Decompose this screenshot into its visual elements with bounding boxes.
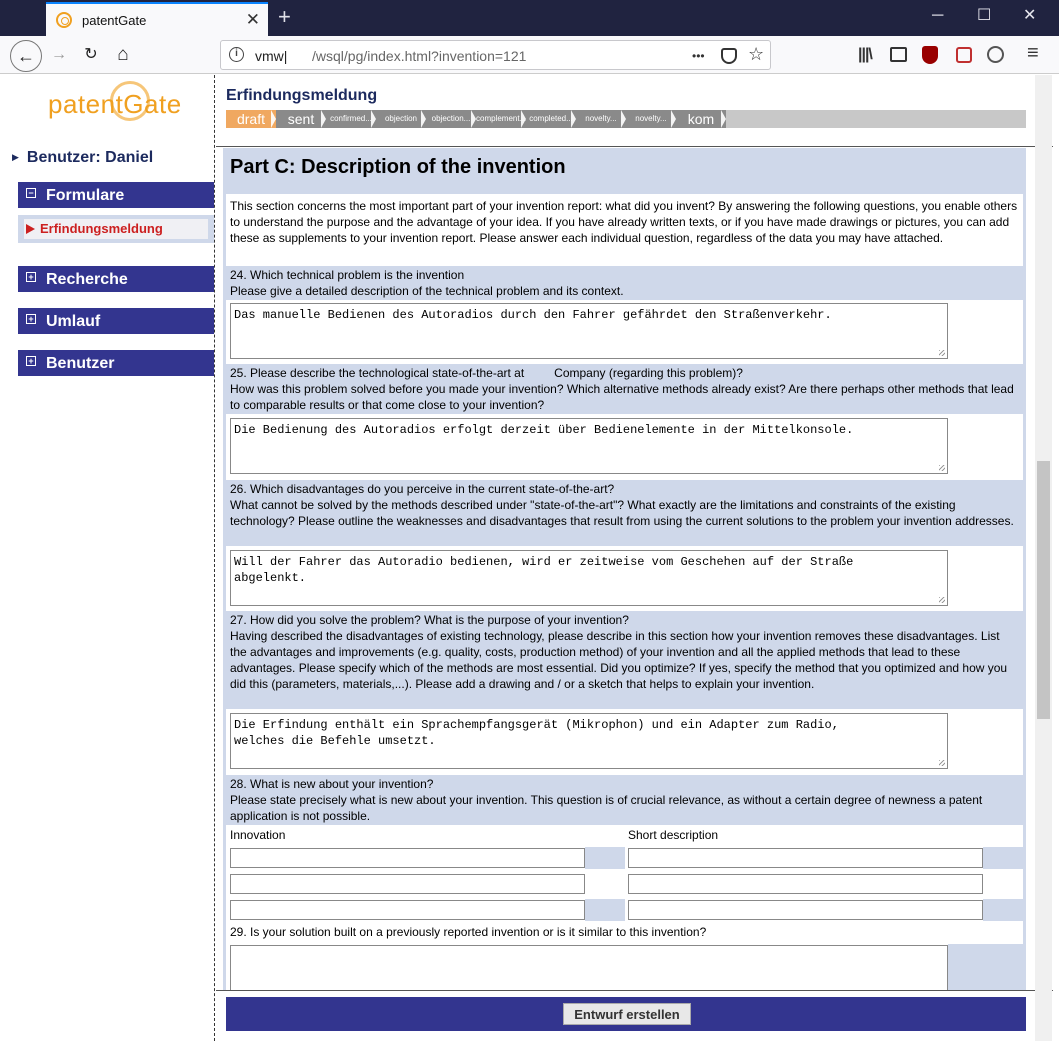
triangle-icon: ▶ [12, 152, 19, 162]
ellipsis-icon[interactable]: ••• [692, 49, 705, 63]
short-description-column-label: Short description [628, 828, 719, 842]
nav-group-formulare[interactable] [18, 182, 214, 208]
innovation-input-3[interactable] [230, 900, 585, 920]
innovation-input-1[interactable] [230, 848, 585, 868]
innovation-input-2[interactable] [230, 874, 585, 894]
question-27-textarea[interactable]: Die Erfindung enthält ein Sprachempfangsgerät (Mikrophon) und ein Adapter zum Radio, welches die Befehle umsetzt. [230, 713, 948, 769]
minimize-icon[interactable]: ─ [932, 7, 944, 24]
sidebar-icon[interactable] [890, 47, 907, 62]
question-26-header [226, 480, 1023, 546]
expand-icon: + [26, 356, 36, 366]
reload-icon[interactable]: ↻ [84, 46, 98, 63]
question-26-textarea[interactable]: Will der Fahrer das Autoradio bedienen, wird er zeitweise vom Geschehen auf der Straße abgelenkt. [230, 550, 948, 606]
page [6, 75, 1053, 1041]
nav-group-benutzer[interactable] [18, 350, 214, 376]
action-bar-background [226, 997, 1026, 1031]
question-25-header [226, 364, 1023, 414]
pocket-icon[interactable] [721, 48, 737, 64]
question-27-header [226, 611, 1023, 709]
innovation-column-label: Innovation [230, 828, 286, 842]
short-description-input-2[interactable] [628, 874, 983, 894]
create-draft-button[interactable]: Entwurf erstellen [563, 1003, 691, 1025]
step-novelty[interactable]: novelty... [576, 110, 626, 128]
step-complement[interactable]: complement... [476, 110, 526, 128]
question-24-header [226, 266, 1023, 300]
patentgate-logo[interactable] [48, 79, 182, 125]
question-title: 27. How did you solve the problem? What is the purpose of your invention? [230, 613, 629, 627]
collapse-icon: − [26, 188, 36, 198]
hamburger-menu-icon[interactable]: ≡ [1027, 42, 1039, 64]
sidebar-item-label: Erfindungsmeldung [24, 219, 208, 239]
page-title: Erfindungsmeldung [226, 87, 378, 104]
question-29-title: 29. Is your solution built on a previously reported invention or is it similar to this invention? [230, 925, 707, 939]
browser-titlebar [0, 0, 1059, 36]
column-border [1023, 148, 1026, 990]
new-tab-icon[interactable]: + [278, 4, 291, 29]
site-info-icon[interactable]: i [229, 47, 244, 62]
row-shade [585, 847, 625, 869]
nav-group-label: Benutzer [46, 355, 115, 372]
form-header [216, 75, 1053, 147]
url-host: vmw| [255, 48, 288, 64]
form-scroll-area[interactable] [216, 148, 1053, 990]
tab-title: patentGate [82, 12, 147, 28]
expand-icon: + [26, 272, 36, 282]
question-help: Please state precisely what is new about your invention. This question is of crucial relevance, as without a certain degree of newness a patent application is not possible. [230, 793, 983, 823]
row-shade [948, 944, 1023, 990]
nav-group-label: Formulare [46, 187, 125, 204]
expand-icon: + [26, 314, 36, 324]
question-title: 25. Please describe the technological state-of-the-art at Company (regarding this problem)? [230, 366, 743, 380]
part-c-header [226, 148, 1023, 194]
workflow-steps [226, 110, 1026, 128]
step-novelty-2[interactable]: novelty... [626, 110, 676, 128]
user-label-text: Benutzer: Daniel [26, 149, 154, 166]
nav-group-label: Recherche [46, 271, 128, 288]
window-close-icon[interactable]: ✕ [1023, 7, 1037, 24]
library-icon[interactable]: |||\ [858, 46, 872, 63]
url-bar[interactable] [220, 40, 771, 70]
question-help: Having described the disadvantages of existing technology, please describe in this section how your invention removes these disadvantages. List the advantages and improvements (e.g. quality, costs, production method) of your invention and all the applied methods that lead to these advantages. Please specify which of the methods are most essential. Did you optimize? If yes, specify the method that you optimized and how you did this (parameters, materials,...). Please add a drawing and / or a sketch that helps to explain your invention. [230, 629, 1008, 691]
bookmark-star-icon[interactable]: ☆ [748, 44, 765, 64]
back-arrow-icon[interactable]: ← [10, 40, 42, 72]
home-icon[interactable]: ⌂ [117, 44, 129, 65]
ublock-icon[interactable] [922, 46, 938, 64]
browser-tab[interactable] [46, 2, 268, 36]
intro-text: This section concerns the most important part of your invention report: what did you invent? By answering the following questions, you enable others to understand the purpose and the advantage of your idea. If you have already written texts, or if you have made drawings or pictures, you can add these as supplements to your invention report. Please answer each individual question, regardless of the data you may have attached. [230, 199, 1018, 245]
question-help: What cannot be solved by the methods described under "state-of-the-art"? What exactly are the limitations and constraints of the existing technology? Please outline the weaknesses and disadvantages that result from using the current solutions to the problem your invention addresses. [230, 498, 1014, 528]
step-objection-2[interactable]: objection... [426, 110, 476, 128]
short-description-input-3[interactable] [628, 900, 983, 920]
step-objection[interactable]: objection [376, 110, 426, 128]
question-25-textarea[interactable]: Die Bedienung des Autoradios erfolgt derzeit über Bedienelemente in der Mittelkonsole. [230, 418, 948, 474]
question-title: 24. Which technical problem is the invention [230, 268, 465, 282]
step-sent[interactable]: sent [276, 110, 326, 128]
bottom-action-bar [216, 990, 1053, 1041]
question-help: How was this problem solved before you made your invention? Which alternative methods already exist? Are there perhaps other methods that lead to comparable results or that come close to your invention? [230, 382, 1014, 412]
main-content [216, 75, 1053, 1041]
logo-text: patentGate [48, 89, 182, 119]
sidebar [6, 75, 215, 1041]
question-title: 26. Which disadvantages do you perceive in the current state-of-the-art? [230, 482, 615, 496]
tab-close-icon[interactable]: ✕ [245, 10, 260, 29]
row-shade [983, 899, 1023, 921]
step-completed[interactable]: completed... [526, 110, 576, 128]
account-icon[interactable] [987, 46, 1004, 63]
forward-arrow-icon[interactable]: → [51, 46, 67, 63]
question-title: 28. What is new about your invention? [230, 777, 434, 791]
step-confirmed[interactable]: confirmed... [326, 110, 376, 128]
short-description-input-1[interactable] [628, 848, 983, 868]
row-shade [983, 847, 1023, 869]
step-kom[interactable]: kom [676, 110, 726, 128]
maximize-icon[interactable]: ☐ [977, 7, 992, 24]
question-24-textarea[interactable]: Das manuelle Bedienen des Autoradios durch den Fahrer gefährdet den Straßenverkehr. [230, 303, 948, 359]
browser-navbar [0, 36, 1059, 74]
nav-group-label: Umlauf [46, 313, 101, 330]
question-28-header [226, 775, 1023, 825]
user-label [12, 149, 153, 167]
question-29-textarea[interactable] [230, 945, 948, 990]
question-help: Please give a detailed description of the technical problem and its context. [230, 284, 624, 298]
extension-icon[interactable] [956, 47, 972, 63]
step-draft[interactable]: draft [226, 110, 276, 128]
url-path: /wsql/pg/index.html?invention=121 [312, 48, 527, 64]
nav-group-umlauf[interactable] [18, 308, 214, 334]
part-title: Part C: Description of the invention [230, 156, 566, 178]
row-shade [585, 899, 625, 921]
page-scrollbar[interactable] [1035, 75, 1052, 1041]
nav-group-recherche[interactable] [18, 266, 214, 292]
scrollbar-thumb[interactable] [1037, 461, 1050, 719]
patentgate-favicon-icon [56, 12, 72, 28]
sidebar-item-erfindungsmeldung[interactable] [18, 215, 214, 243]
